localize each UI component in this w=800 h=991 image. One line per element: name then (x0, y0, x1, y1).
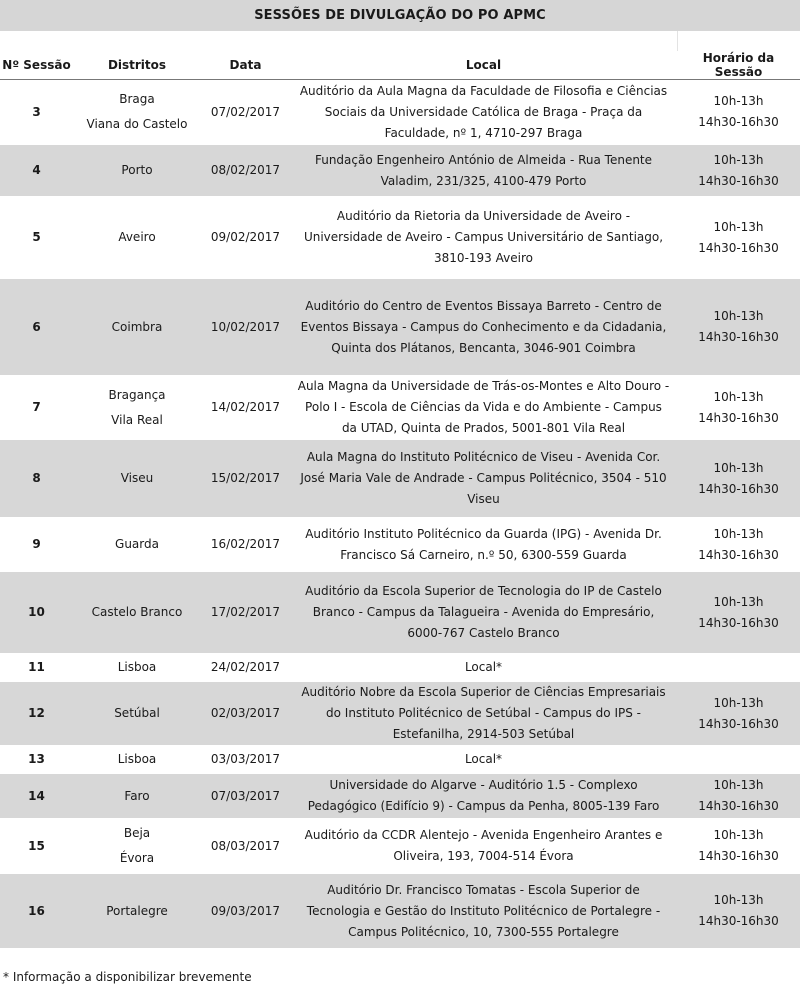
header-districts: Distritos (73, 51, 201, 80)
districts-cell (73, 376, 201, 440)
session-number: 5 (0, 197, 73, 279)
districts-cell (73, 572, 201, 654)
table-row (0, 682, 800, 746)
session-number: 10 (0, 572, 73, 654)
time-slot: 14h30-16h30 (698, 330, 779, 344)
district-name: Aveiro (118, 230, 156, 244)
time-slot: 10h-13h (713, 389, 764, 404)
table-row (0, 197, 800, 279)
district-name: Viana do Castelo (86, 117, 188, 131)
district-name: Lisboa (117, 752, 157, 766)
session-times (677, 682, 800, 746)
session-times (677, 874, 800, 949)
districts-cell (73, 682, 201, 746)
session-times (677, 819, 800, 874)
page-title: SESSÕES DE DIVULGAÇÃO DO PO APMC (0, 0, 800, 31)
time-slot: 10h-13h (713, 94, 764, 108)
time-slot: 14h30-16h30 (698, 615, 779, 630)
districts-cell (73, 145, 201, 197)
header-session: Nº Sessão (0, 51, 73, 80)
session-times (677, 774, 800, 819)
session-times (677, 80, 800, 145)
time-slot: 10h-13h (713, 778, 764, 792)
session-number: 8 (0, 440, 73, 518)
table-row (0, 774, 800, 819)
session-location: Auditório Instituto Politécnico da Guarda (IPG) - Avenida Dr. Francisco Sá Carneiro, n.º 50, 6300-559 Guarda (290, 518, 677, 572)
time-slot: 14h30-16h30 (698, 799, 779, 813)
time-slot: 14h30-16h30 (698, 115, 779, 129)
time-slot: 10h-13h (713, 460, 764, 475)
time-slot: 14h30-16h30 (698, 173, 779, 188)
session-location: Auditório da CCDR Alentejo - Avenida Engenheiro Arantes e Oliveira, 193, 7004-514 Évora (290, 819, 677, 874)
time-slot: 10h-13h (713, 219, 764, 234)
district-name: Portalegre (106, 903, 168, 918)
session-location: Auditório da Rietoria da Universidade de Aveiro - Universidade de Aveiro - Campus Universitário de Santiago, 3810-193 Aveiro (290, 197, 677, 279)
district-name: Évora (119, 851, 155, 865)
time-slot: 10h-13h (713, 309, 764, 323)
time-slot: 14h30-16h30 (698, 914, 779, 928)
session-date: 02/03/2017 (201, 682, 290, 746)
session-date: 03/03/2017 (201, 746, 290, 774)
header-time: Horário da Sessão (677, 51, 800, 80)
session-location: Local* (290, 654, 677, 682)
session-date: 08/03/2017 (201, 819, 290, 874)
time-slot: 14h30-16h30 (698, 240, 779, 255)
time-slot: 14h30-16h30 (698, 547, 779, 562)
session-date: 08/02/2017 (201, 145, 290, 197)
session-location: Auditório da Escola Superior de Tecnologia do IP de Castelo Branco - Campus da Talagueira - Avenida do Empresário, 6000-767 Castelo Branco (290, 572, 677, 654)
session-date: 10/02/2017 (201, 279, 290, 376)
session-number: 12 (0, 682, 73, 746)
districts-cell (73, 774, 201, 819)
districts-cell (73, 80, 201, 145)
table-row (0, 572, 800, 654)
session-date: 16/02/2017 (201, 518, 290, 572)
time-slot: 10h-13h (713, 695, 764, 710)
district-name: Faro (124, 788, 150, 803)
table-row (0, 440, 800, 518)
session-location: Local* (290, 746, 677, 774)
session-times (677, 572, 800, 654)
table-header-row (0, 51, 800, 80)
session-times (677, 197, 800, 279)
session-date: 09/03/2017 (201, 874, 290, 949)
session-number: 15 (0, 819, 73, 874)
table-row (0, 746, 800, 774)
session-number: 11 (0, 654, 73, 682)
session-date: 24/02/2017 (201, 654, 290, 682)
time-slot: 14h30-16h30 (698, 716, 779, 731)
table-row (0, 874, 800, 949)
district-name: Guarda (115, 537, 159, 551)
table-row (0, 518, 800, 572)
districts-cell (73, 654, 201, 682)
table-body (0, 80, 800, 949)
session-number: 7 (0, 376, 73, 440)
time-slot: 10h-13h (713, 893, 764, 907)
districts-cell (73, 819, 201, 874)
districts-cell (73, 746, 201, 774)
session-date: 07/02/2017 (201, 80, 290, 145)
session-times (677, 746, 800, 774)
time-slot: 10h-13h (713, 152, 764, 167)
district-name: Setúbal (114, 706, 160, 720)
session-location: Aula Magna do Instituto Politécnico de Viseu - Avenida Cor. José Maria Vale de Andrade - Campus Politécnico, 3504 - 510 Viseu (290, 440, 677, 518)
session-location: Auditório Nobre da Escola Superior de Ciências Empresariais do Instituto Politécnico de Setúbal - Campus do IPS - Estefanilha, 2914-503 Setúbal (290, 682, 677, 746)
table-row (0, 654, 800, 682)
session-times (677, 376, 800, 440)
time-slot: 14h30-16h30 (698, 410, 779, 425)
footnote: * Informação a disponibilizar brevemente (3, 970, 252, 984)
session-location: Auditório do Centro de Eventos Bissaya Barreto - Centro de Eventos Bissaya - Campus do Conhecimento e da Cidadania, Quinta dos Plátanos, Bencanta, 3046-901 Coimbra (290, 279, 677, 376)
time-slot: 10h-13h (713, 526, 764, 541)
district-name: Porto (121, 163, 153, 177)
session-date: 15/02/2017 (201, 440, 290, 518)
session-number: 3 (0, 80, 73, 145)
session-number: 13 (0, 746, 73, 774)
session-number: 6 (0, 279, 73, 376)
time-slot: 14h30-16h30 (698, 849, 779, 863)
session-date: 17/02/2017 (201, 572, 290, 654)
table-row (0, 145, 800, 197)
districts-cell (73, 279, 201, 376)
district-name: Castelo Branco (91, 605, 183, 619)
blank-row (0, 31, 800, 51)
table-row (0, 819, 800, 874)
column-divider (677, 31, 678, 51)
districts-cell (73, 518, 201, 572)
session-location: Aula Magna da Universidade de Trás-os-Montes e Alto Douro - Polo I - Escola de Ciências da Vida e do Ambiente - Campus da UTAD, Quinta de Prados, 5001-801 Vila Real (290, 376, 677, 440)
session-location: Auditório Dr. Francisco Tomatas - Escola Superior de Tecnologia e Gestão do Instituto Politécnico de Portalegre - Campus Politécnico, 10, 7300-555 Portalegre (290, 874, 677, 949)
sessions-table (0, 51, 800, 949)
districts-cell (73, 197, 201, 279)
districts-cell (73, 440, 201, 518)
session-date: 09/02/2017 (201, 197, 290, 279)
session-date: 07/03/2017 (201, 774, 290, 819)
district-name: Braga (119, 92, 155, 106)
session-date: 14/02/2017 (201, 376, 290, 440)
session-number: 14 (0, 774, 73, 819)
time-slot: 10h-13h (713, 828, 764, 842)
table-row (0, 376, 800, 440)
district-name: Viseu (120, 471, 154, 485)
table-row (0, 279, 800, 376)
time-slot: 14h30-16h30 (698, 481, 779, 496)
session-times (677, 518, 800, 572)
header-location: Local (290, 51, 677, 80)
session-number: 9 (0, 518, 73, 572)
time-slot: 10h-13h (713, 594, 764, 609)
district-name: Beja (123, 826, 151, 840)
district-name: Vila Real (111, 412, 163, 427)
session-times (677, 279, 800, 376)
district-name: Coimbra (111, 319, 163, 334)
district-name: Bragança (108, 387, 166, 402)
header-date: Data (201, 51, 290, 80)
session-location: Auditório da Aula Magna da Faculdade de Filosofia e Ciências Sociais da Universidade Católica de Braga - Praça da Faculdade, nº 1, 4710-297 Braga (290, 80, 677, 145)
districts-cell (73, 874, 201, 949)
session-times (677, 440, 800, 518)
session-location: Universidade do Algarve - Auditório 1.5 - Complexo Pedagógico (Edifício 9) - Campus da Penha, 8005-139 Faro (290, 774, 677, 819)
session-location: Fundação Engenheiro António de Almeida - Rua Tenente Valadim, 231/325, 4100-479 Porto (290, 145, 677, 197)
table-row (0, 80, 800, 145)
district-name: Lisboa (117, 660, 157, 674)
session-times (677, 654, 800, 682)
session-number: 4 (0, 145, 73, 197)
session-number: 16 (0, 874, 73, 949)
session-times (677, 145, 800, 197)
